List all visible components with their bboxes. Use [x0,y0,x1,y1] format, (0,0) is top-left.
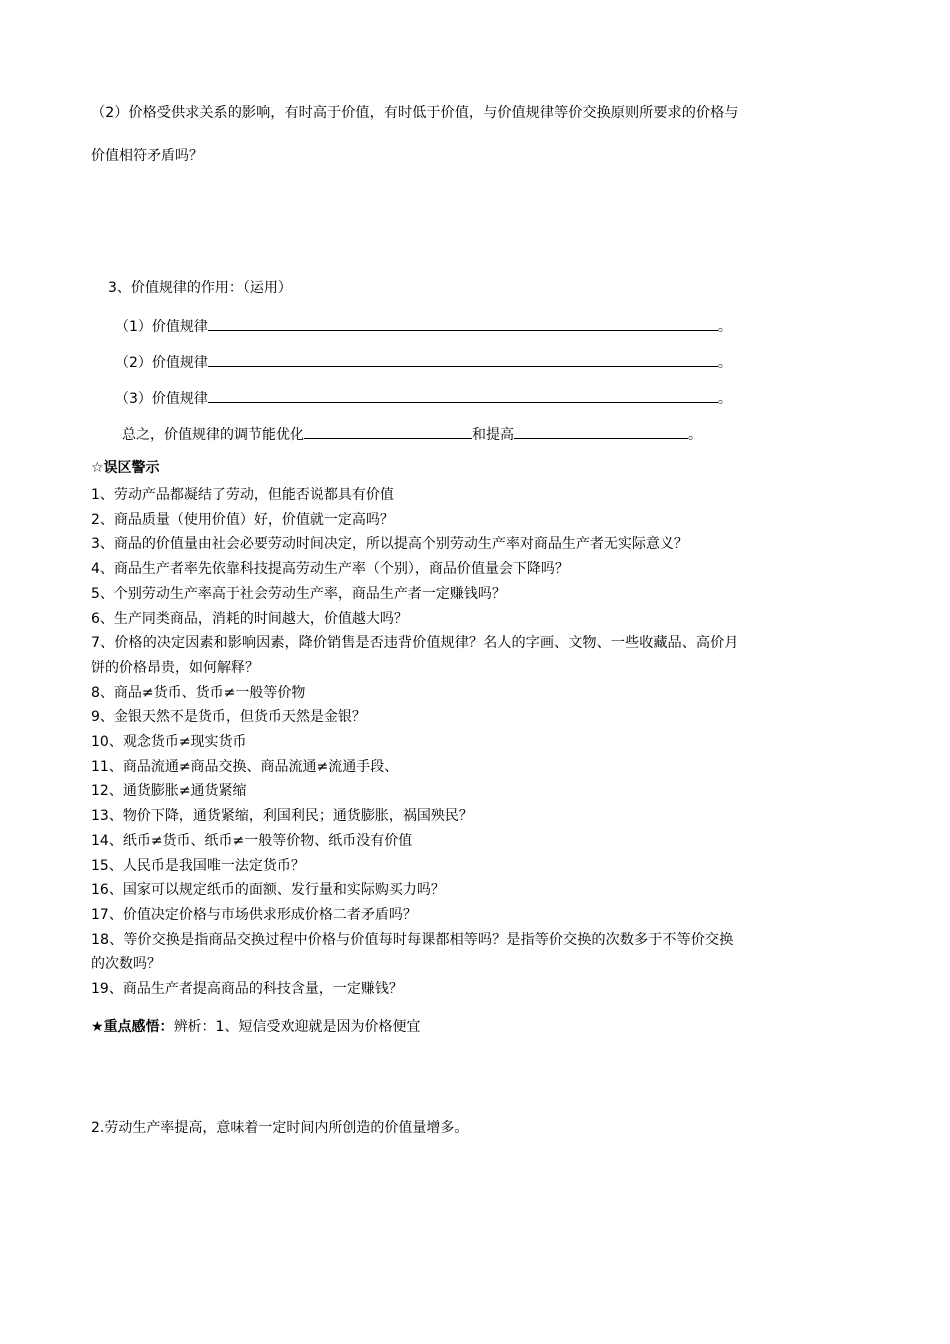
list-item: 1、劳动产品都凝结了劳动，但能否说都具有价值 [91,487,394,503]
list-item: 10、观念货币≠现实货币 [91,734,247,751]
fill-item-end: 。 [717,355,732,371]
fill-item-end: 。 [717,391,732,407]
fill-blank[interactable] [304,423,472,439]
fill-blank[interactable] [208,387,718,403]
list-item: 4、商品生产者率先依靠科技提高劳动生产率（个别），商品价值量会下降吗？ [91,561,569,578]
fill-item-end: 。 [717,319,732,335]
list-item: 17、价值决定价格与市场供求形成价格二者矛盾吗？ [91,906,417,923]
section-3-title: 3、价值规律的作用：（运用） [108,280,292,296]
list-item: 16、国家可以规定纸币的面额、发行量和实际购买力吗？ [91,882,445,899]
key-insight-heading: 重点感悟： [103,1019,174,1035]
list-item: 2、商品质量（使用价值）好，价值就一定高吗？ [91,511,394,528]
list-item: 6、生产同类商品，消耗的时间越大，价值越大吗？ [91,610,408,627]
fill-blank[interactable] [208,315,718,331]
question-2-line-2: 价值相符矛盾吗？ [91,148,203,164]
summary-middle: 和提高 [472,427,514,443]
key-insight-text: 辨析：1、短信受欢迎就是因为价格便宜 [173,1019,421,1035]
list-item: 12、通货膨胀≠通货紧缩 [91,783,247,800]
list-item: 饼的价格昂贵，如何解释？ [91,659,259,676]
fill-item-1 [115,315,732,337]
fill-item-label: （2）价值规律 [115,355,208,371]
key-insight-line [91,1017,420,1037]
list-item: 的次数吗？ [91,956,161,973]
fill-blank[interactable] [514,423,688,439]
discussion-item-2: 2.劳动生产率提高，意味着一定时间内所创造的价值量增多。 [91,1120,469,1136]
list-item: 5、个别劳动生产率高于社会劳动生产率，商品生产者一定赚钱吗？ [91,585,506,602]
summary-end: 。 [688,427,702,443]
fill-blank[interactable] [208,351,718,367]
list-item: 14、纸币≠货币、纸币≠一般等价物、纸币没有价值 [91,832,413,849]
fill-item-2 [115,351,732,373]
list-item: 19、商品生产者提高商品的科技含量，一定赚钱？ [91,981,403,998]
list-item: 11、商品流通≠商品交换、商品流通≠流通手段、 [91,758,399,775]
star-icon: ★ [91,1019,104,1035]
mistakes-heading: ☆误区警示 [91,460,160,476]
list-item: 8、商品≠货币、货币≠一般等价物 [91,684,306,701]
list-item: 7、价格的决定因素和影响因素，降价销售是否违背价值规律？名人的字画、文物、一些收藏品、高价月 [91,635,739,652]
question-2-line-1: （2）价格受供求关系的影响，有时高于价值，有时低于价值，与价值规律等价交换原则所要求的价格与 [91,105,739,121]
list-item: 15、人民币是我国唯一法定货币？ [91,857,305,874]
list-item: 13、物价下降，通货紧缩，利国利民；通货膨胀，祸国殃民？ [91,808,473,825]
list-item: 18、等价交换是指商品交换过程中价格与价值每时每课都相等吗？是指等价交换的次数多于不等价交换 [91,931,734,948]
mistakes-list [91,483,861,1002]
list-item: 9、金银天然不是货币，但货币天然是金银？ [91,709,366,726]
summary-prefix: 总之，价值规律的调节能优化 [122,427,304,443]
fill-item-3 [115,387,732,409]
fill-item-label: （3）价值规律 [115,391,208,407]
fill-item-label: （1）价值规律 [115,319,208,335]
summary-line [122,423,702,445]
list-item: 3、商品的价值量由社会必要劳动时间决定，所以提高个别劳动生产率对商品生产者无实际意义？ [91,536,688,553]
